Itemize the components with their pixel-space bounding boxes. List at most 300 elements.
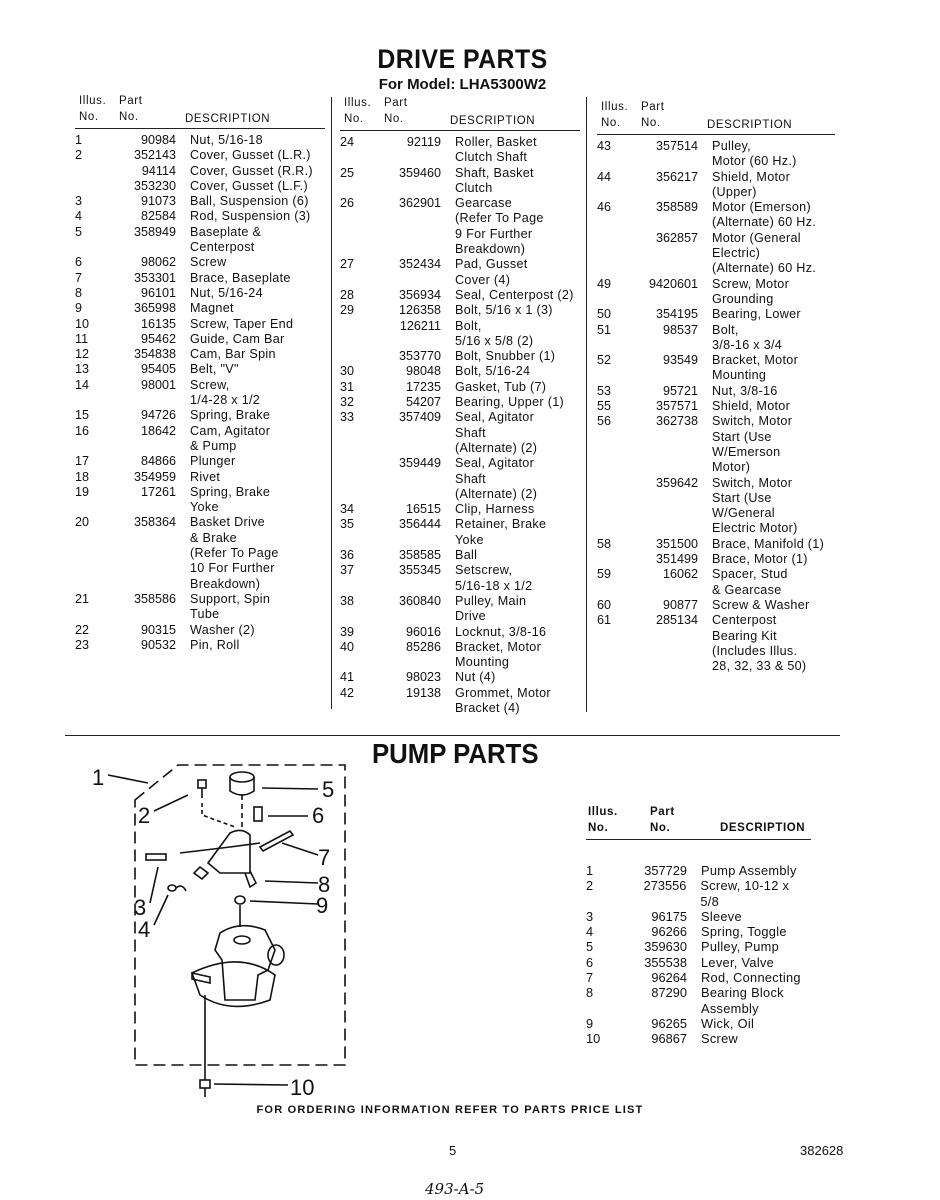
illus-number: 59 <box>597 567 612 582</box>
part-description: Switch, Motor Start (Use W/Emerson Motor) <box>712 414 793 475</box>
part-description: Cover, Gusset (L.R.) <box>190 148 311 163</box>
illus-number: 46 <box>597 200 612 215</box>
illus-number: 52 <box>597 353 612 368</box>
part-description: Pad, Gusset Cover (4) <box>455 257 528 287</box>
table-row <box>75 332 325 347</box>
part-description: Washer (2) <box>190 622 255 637</box>
header-illus-top: Illus. <box>344 97 372 109</box>
table-row <box>75 362 325 377</box>
part-description: Nut, 5/16-18 <box>190 133 263 147</box>
table-row <box>75 408 325 423</box>
table-row <box>597 231 835 277</box>
part-description: Pump Assembly <box>701 863 797 878</box>
table-row <box>597 598 835 613</box>
header-rule <box>586 839 811 840</box>
part-number: 358589 <box>655 200 698 215</box>
part-number: 17261 <box>140 484 176 499</box>
table-row <box>75 378 325 409</box>
illus-number: 2 <box>586 878 594 894</box>
table-row <box>597 139 835 170</box>
part-description: Motor (Emerson) (Alternate) 60 Hz. <box>712 200 817 230</box>
part-number: 90532 <box>140 637 176 652</box>
header-part-top: Part <box>119 95 143 107</box>
illus-number: 4 <box>586 924 594 940</box>
illus-number: 31 <box>340 379 355 394</box>
part-number: 358586 <box>133 591 176 606</box>
part-description: Screw, Motor Grounding <box>712 276 790 306</box>
part-description: Pulley, Main Drive <box>455 593 527 624</box>
model-subtitle: For Model: LHA5300W2 <box>378 76 547 93</box>
part-number: 357514 <box>655 139 698 153</box>
part-number: 356444 <box>398 517 441 532</box>
part-number: 359642 <box>655 475 698 490</box>
part-description: Baseplate & Centerpost <box>190 224 262 255</box>
illus-number: 22 <box>75 622 90 637</box>
document-number: 382628 <box>800 1143 844 1158</box>
part-number: 285134 <box>655 613 698 628</box>
part-description: Pulley, Pump <box>701 939 780 955</box>
illus-number: 3 <box>586 908 594 924</box>
table-row <box>340 319 580 350</box>
illus-number: 29 <box>340 303 355 318</box>
table-row <box>340 395 580 410</box>
table-row <box>586 924 811 939</box>
illus-number: 26 <box>340 196 355 211</box>
illus-number: 42 <box>340 685 355 700</box>
part-number: 95462 <box>140 331 176 346</box>
part-number: 353230 <box>133 178 176 193</box>
header-illus-bottom: No. <box>344 113 364 125</box>
part-number: 357409 <box>398 410 441 425</box>
part-number: 87290 <box>651 985 687 1001</box>
table-row <box>597 323 835 354</box>
part-description: Bolt, 5/16 x 1 (3) <box>455 303 553 318</box>
column-divider <box>331 97 332 709</box>
table-row <box>597 613 835 674</box>
part-number: 96016 <box>405 624 441 639</box>
part-description: Support, Spin Tube <box>190 591 271 622</box>
part-number: 82584 <box>140 209 176 224</box>
part-description: Spring, Toggle <box>701 924 787 940</box>
part-description: Motor (General Electric) (Alternate) 60 Hz. <box>712 230 817 276</box>
part-description: Bearing, Upper (1) <box>455 395 564 410</box>
header-illus-top: Illus. <box>79 95 107 107</box>
part-number: 94726 <box>140 408 176 423</box>
illus-number: 7 <box>586 970 594 986</box>
part-number: 351499 <box>655 552 698 567</box>
header-part-top: Part <box>384 97 408 109</box>
table-row <box>75 255 325 270</box>
illus-number: 27 <box>340 257 355 272</box>
illus-number: 1 <box>75 133 83 147</box>
header-part-bottom: No. <box>119 111 139 123</box>
table-row <box>597 200 835 231</box>
illus-number: 20 <box>75 515 90 530</box>
header-description: DESCRIPTION <box>450 115 536 127</box>
illus-number: 15 <box>75 408 90 423</box>
table-row <box>340 670 580 685</box>
part-description: Wick, Oil <box>701 1015 755 1031</box>
part-number: 356217 <box>655 169 698 184</box>
callout-8: 8 <box>318 872 331 897</box>
illus-number: 33 <box>340 410 355 425</box>
table-row <box>586 909 811 924</box>
section-divider <box>65 735 840 736</box>
part-description: Roller, Basket Clutch Shaft <box>455 135 537 165</box>
part-number: 90877 <box>662 597 698 612</box>
part-number: 94114 <box>141 163 176 178</box>
part-description: Switch, Motor Start (Use W/General Electric Motor) <box>712 475 798 536</box>
table-row <box>340 456 580 502</box>
header-rule <box>340 130 580 131</box>
table-row <box>75 623 325 638</box>
illus-number <box>75 164 111 179</box>
part-description: Magnet <box>190 301 234 316</box>
illus-number: 12 <box>75 347 90 362</box>
part-number: 96264 <box>651 970 687 986</box>
part-description: Basket Drive & Brake (Refer To Page 10 For Further Breakdown) <box>190 515 279 591</box>
part-description: Bolt, Snubber (1) <box>455 349 556 364</box>
part-description: Nut, 5/16-24 <box>190 285 263 300</box>
table-header <box>75 95 325 133</box>
illus-number <box>340 349 376 364</box>
part-description: Shield, Motor <box>712 399 791 414</box>
part-number: 84866 <box>140 454 176 469</box>
table-row <box>340 640 580 671</box>
illus-number: 14 <box>75 377 90 392</box>
part-number: 357729 <box>644 863 687 878</box>
table-row <box>75 454 325 469</box>
illus-number: 21 <box>75 591 90 606</box>
table-row <box>586 1016 811 1031</box>
part-number: 354195 <box>655 307 698 322</box>
part-number: 92119 <box>406 135 441 149</box>
part-description: Cover, Gusset (R.R.) <box>190 163 313 178</box>
page-number: 5 <box>449 1143 457 1158</box>
table-row <box>75 209 325 224</box>
table-row <box>340 349 580 364</box>
header-description: DESCRIPTION <box>707 119 793 131</box>
table-row <box>75 133 325 148</box>
part-number: 98023 <box>405 670 441 685</box>
illus-number: 2 <box>75 148 83 163</box>
part-description: Nut (4) <box>455 670 496 685</box>
part-number: 96175 <box>651 908 687 924</box>
illus-number: 16 <box>75 423 90 438</box>
part-number: 355538 <box>644 954 687 970</box>
table-row <box>340 364 580 379</box>
table-header <box>586 806 811 863</box>
illus-number: 50 <box>597 307 612 322</box>
part-description: Seal, Centerpost (2) <box>455 287 574 302</box>
callout-4: 4 <box>138 917 151 942</box>
illus-number: 36 <box>340 548 355 563</box>
table-row <box>597 399 835 414</box>
header-rule <box>75 128 325 129</box>
illus-number <box>597 552 633 567</box>
illus-number: 43 <box>597 139 612 153</box>
illus-number: 10 <box>75 316 90 331</box>
part-number: 90984 <box>140 133 176 147</box>
header-part-top: Part <box>650 806 675 818</box>
part-number: 9420601 <box>648 276 698 291</box>
table-row <box>75 317 325 332</box>
part-description: Spring, Brake Yoke <box>190 484 271 515</box>
part-description: Nut, 3/8-16 <box>712 383 778 398</box>
part-number: 358949 <box>133 224 176 239</box>
illus-number: 25 <box>340 165 355 180</box>
illus-number: 5 <box>586 939 594 955</box>
part-description: Screw, Taper End <box>190 316 294 331</box>
illus-number: 41 <box>340 670 355 685</box>
illus-number <box>340 456 376 502</box>
part-number: 16062 <box>662 567 698 582</box>
illus-number: 39 <box>340 624 355 639</box>
illus-number: 4 <box>75 209 83 224</box>
part-number: 98048 <box>405 364 441 379</box>
part-description: Seal, Agitator Shaft (Alternate) (2) <box>455 410 538 455</box>
illus-number: 24 <box>340 135 355 149</box>
callout-2: 2 <box>138 803 151 828</box>
table-row <box>586 878 811 909</box>
part-number: 126358 <box>398 303 441 318</box>
pump-exploded-diagram <box>90 755 360 1100</box>
part-number: 352434 <box>398 257 441 272</box>
part-description: Pulley, Motor (60 Hz.) <box>712 139 797 169</box>
part-number: 16515 <box>405 502 441 517</box>
part-description: Ball <box>455 548 478 563</box>
illus-number: 6 <box>586 954 594 970</box>
illus-number <box>340 319 376 350</box>
part-description: Screw <box>190 255 227 270</box>
part-description: Bolt, 5/16 x 5/8 (2) <box>455 318 534 348</box>
part-description: Plunger <box>190 454 236 469</box>
illus-number: 6 <box>75 255 83 270</box>
illus-number: 44 <box>597 169 612 184</box>
handwritten-note: 493-A-5 <box>425 1180 485 1198</box>
table-row <box>597 552 835 567</box>
part-description: Seal, Agitator Shaft (Alternate) (2) <box>455 456 538 501</box>
part-number: 16135 <box>140 316 176 331</box>
table-row <box>75 485 325 516</box>
illus-number: 1 <box>586 863 594 878</box>
header-part-top: Part <box>641 101 665 113</box>
part-number: 358585 <box>398 548 441 563</box>
table-row <box>75 470 325 485</box>
illus-number: 17 <box>75 454 90 469</box>
illus-number: 18 <box>75 469 90 484</box>
part-number: 352143 <box>133 148 176 163</box>
table-row <box>340 288 580 303</box>
illus-number: 56 <box>597 414 612 429</box>
callout-5: 5 <box>322 777 335 802</box>
part-number: 362857 <box>655 230 698 245</box>
part-description: Belt, "V" <box>190 362 239 377</box>
illus-number: 49 <box>597 276 612 291</box>
part-description: Grommet, Motor Bracket (4) <box>455 685 551 715</box>
part-number: 359460 <box>398 165 441 180</box>
callout-6: 6 <box>312 803 325 828</box>
illus-number: 51 <box>597 322 612 337</box>
part-description: Bearing Block Assembly <box>701 985 784 1016</box>
part-description: Pin, Roll <box>190 637 240 652</box>
illus-number: 55 <box>597 399 612 414</box>
table-row <box>75 286 325 301</box>
part-description: Rod, Connecting <box>701 970 801 986</box>
table-row <box>340 380 580 395</box>
table-row <box>597 307 835 322</box>
table-row <box>75 515 325 591</box>
illus-number: 8 <box>75 285 83 300</box>
part-description: Spring, Brake <box>190 408 271 423</box>
header-illus-top: Illus. <box>588 806 618 818</box>
drive-parts-column-3 <box>597 101 835 674</box>
table-header <box>597 101 835 139</box>
illus-number <box>75 179 111 194</box>
part-description: Cam, Agitator & Pump <box>190 423 271 453</box>
part-description: Brace, Motor (1) <box>712 552 808 567</box>
table-row <box>75 271 325 286</box>
part-number: 359449 <box>398 456 441 471</box>
table-row <box>586 939 811 954</box>
part-description: Brace, Baseplate <box>190 270 291 285</box>
illus-number: 38 <box>340 593 355 608</box>
part-description: Bearing, Lower <box>712 307 801 322</box>
part-number: 360840 <box>398 593 441 608</box>
part-description: Cover, Gusset (L.F.) <box>190 178 308 193</box>
part-description: Rod, Suspension (3) <box>190 209 311 224</box>
part-description: Sleeve <box>701 908 742 924</box>
illus-number: 30 <box>340 364 355 379</box>
table-row <box>75 225 325 256</box>
part-number: 356934 <box>398 287 441 302</box>
header-part-bottom: No. <box>384 113 404 125</box>
illus-number: 60 <box>597 597 612 612</box>
table-row <box>597 170 835 201</box>
part-description: Locknut, 3/8-16 <box>455 624 547 639</box>
part-number: 353770 <box>398 349 441 364</box>
part-number: 354838 <box>133 347 176 362</box>
header-rule <box>597 134 835 135</box>
table-row <box>75 148 325 163</box>
part-number: 98062 <box>140 255 176 270</box>
header-illus-bottom: No. <box>601 117 621 129</box>
table-row <box>597 567 835 598</box>
page-title: DRIVE PARTS <box>377 44 548 74</box>
part-description: Lever, Valve <box>701 954 775 970</box>
part-number: 126211 <box>399 318 441 333</box>
table-row <box>340 410 580 456</box>
header-description: DESCRIPTION <box>720 822 806 834</box>
part-number: 96101 <box>140 285 176 300</box>
illus-number: 3 <box>75 194 83 209</box>
table-row <box>75 179 325 194</box>
part-description: Bolt, 5/16-24 <box>455 364 531 379</box>
illus-number: 32 <box>340 395 355 410</box>
illus-number <box>597 476 633 537</box>
part-description: Ball, Suspension (6) <box>190 194 309 209</box>
part-description: Rivet <box>190 469 221 484</box>
part-description: Screw, 1/4-28 x 1/2 <box>190 377 261 408</box>
part-number: 273556 <box>643 878 687 894</box>
illus-number: 37 <box>340 563 355 578</box>
table-row <box>75 347 325 362</box>
part-number: 362738 <box>655 414 698 429</box>
table-row <box>340 303 580 318</box>
illus-number: 13 <box>75 362 90 377</box>
illus-number: 9 <box>75 301 83 316</box>
part-description: Gasket, Tub (7) <box>455 379 547 394</box>
illus-number <box>597 231 633 277</box>
table-row <box>586 985 811 1016</box>
illus-number: 40 <box>340 639 355 654</box>
table-row <box>340 563 580 594</box>
illus-number: 10 <box>586 1031 601 1047</box>
part-number: 95721 <box>662 383 698 398</box>
part-description: Clip, Harness <box>455 502 535 517</box>
part-number: 358364 <box>133 515 176 530</box>
callout-7: 7 <box>318 845 331 870</box>
illus-number: 23 <box>75 637 90 652</box>
part-number: 91073 <box>140 194 176 209</box>
part-number: 19138 <box>405 685 441 700</box>
callout-1: 1 <box>92 765 105 790</box>
part-number: 351500 <box>655 536 698 551</box>
part-description: Guide, Cam Bar <box>190 331 285 346</box>
part-number: 365998 <box>133 301 176 316</box>
pump-parts-title: PUMP PARTS <box>372 738 539 769</box>
table-row <box>340 517 580 548</box>
part-number: 96266 <box>651 924 687 940</box>
part-number: 93549 <box>662 353 698 368</box>
illus-number: 58 <box>597 536 612 551</box>
table-row <box>597 384 835 399</box>
illus-number: 34 <box>340 502 355 517</box>
part-description: Screw <box>701 1031 739 1047</box>
part-number: 355345 <box>398 563 441 578</box>
part-description: Cam, Bar Spin <box>190 347 276 362</box>
header-part-bottom: No. <box>641 117 661 129</box>
illus-number: 11 <box>75 331 89 346</box>
table-row <box>586 1031 811 1046</box>
part-description: Bolt, 3/8-16 x 3/4 <box>712 322 783 352</box>
part-description: Screw, 10-12 x 5/8 <box>700 878 790 909</box>
part-description: Bracket, Motor Mounting <box>712 353 799 383</box>
table-row <box>340 166 580 197</box>
table-row <box>586 970 811 985</box>
table-row <box>75 194 325 209</box>
header-description: DESCRIPTION <box>185 113 271 125</box>
part-number: 18642 <box>140 423 176 438</box>
table-row <box>340 594 580 625</box>
table-row <box>340 135 580 166</box>
table-row <box>340 257 580 288</box>
pump-parts-table <box>586 806 811 1047</box>
part-description: Gearcase (Refer To Page 9 For Further Breakdown) <box>455 196 544 257</box>
part-description: Setscrew, 5/16-18 x 1/2 <box>455 563 533 593</box>
illus-number: 19 <box>75 484 90 499</box>
illus-number: 35 <box>340 517 355 532</box>
callout-9: 9 <box>316 893 329 918</box>
table-row <box>586 955 811 970</box>
table-row <box>75 592 325 623</box>
header-illus-bottom: No. <box>79 111 99 123</box>
table-row <box>586 863 811 878</box>
part-description: Screw & Washer <box>712 597 810 612</box>
header-part-bottom: No. <box>650 822 671 834</box>
illus-number: 8 <box>586 985 594 1001</box>
part-number: 90315 <box>140 622 176 637</box>
